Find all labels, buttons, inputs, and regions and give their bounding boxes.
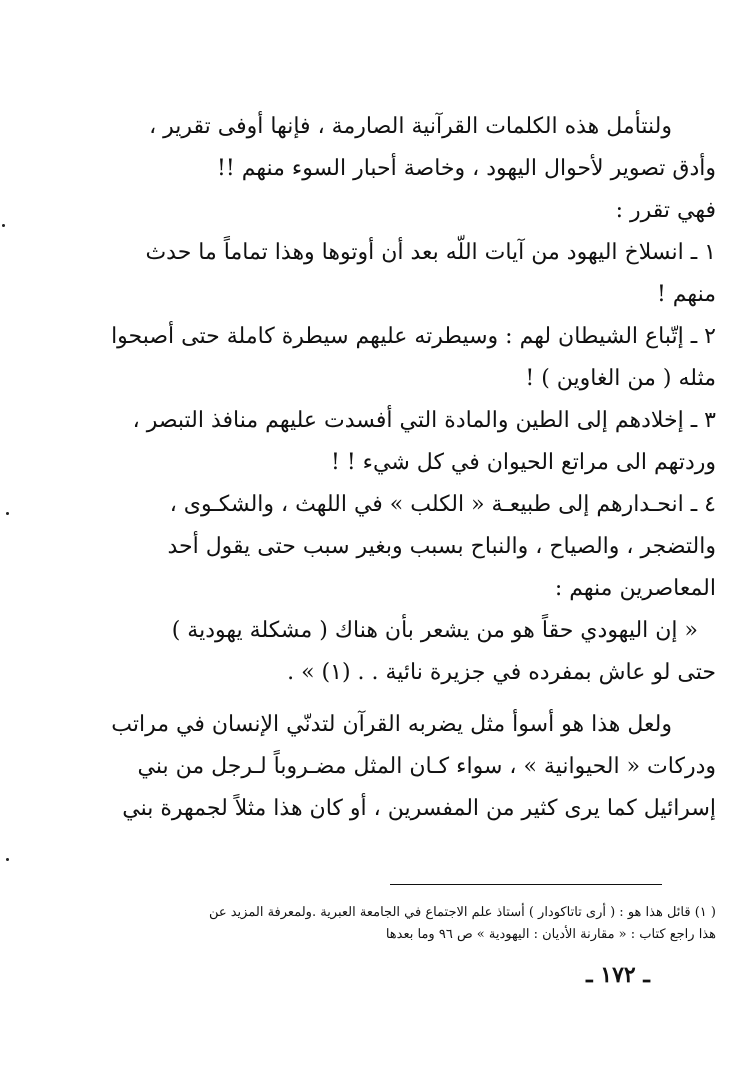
paragraph-line: ودركات « الحيوانية » ، سواء كـان المثل مضـروباً لـرجل من بني: [137, 754, 716, 779]
text-line: وردتهم الى مراتع الحيوان في كل شيء ! !: [331, 450, 716, 475]
page-number: ـ ١٧٢ ـ: [586, 962, 650, 988]
text-line: وأدق تصوير لأحوال اليهود ، وخاصة أحبار السوء منهم !!: [217, 156, 716, 181]
footnote-line: ( ١) قائل هذا هو : ( أرى تاتاكودار ) أستاذ علم الاجتماع في الجامعة العبرية .ولمعرفة المزيد عن: [208, 905, 716, 920]
footnotes: [84, 902, 716, 946]
list-item-4: ٤ ـ انحـدارهم إلى طبيعـة « الكلب » في اللهث ، والشكـوى ،: [169, 492, 716, 517]
text-line: منهم !: [656, 282, 716, 307]
margin-mark: [6, 512, 9, 515]
text-line: فهي تقرر :: [615, 198, 716, 223]
list-item-2: ٢ ـ إتّباع الشيطان لهم : وسيطرته عليهم سيطرة كاملة حتى أصبحوا: [111, 324, 716, 349]
list-item-3: ٣ ـ إخلادهم إلى الطين والمادة التي أفسدت عليهم منافذ التبصر ،: [132, 408, 716, 433]
footnote-divider: [390, 884, 662, 885]
main-text: [104, 106, 716, 830]
margin-mark: [2, 224, 5, 227]
margin-mark: [6, 858, 9, 861]
footnote-line: هذا راجع كتاب : « مقارنة الأديان : اليهودية » ص ٩٦ وما بعدها: [385, 927, 716, 942]
text-line: مثله ( من الغاوين ) !: [525, 366, 716, 391]
text-line: والتضجر ، والصياح ، والنباح بسبب وبغير سبب حتى يقول أحد: [167, 534, 716, 559]
paragraph-line: إسرائيل كما يرى كثير من المفسرين ، أو كان هذا مثلاً لجمهرة بني: [122, 796, 716, 821]
paragraph-line: ولعل هذا هو أسوأ مثل يضربه القرآن لتدنّي الإنسان في مراتب: [111, 712, 672, 737]
text-line: المعاصرين منهم :: [554, 576, 716, 601]
quote-line: حتى لو عاش بمفرده في جزيرة نائية . . (١) » .: [287, 660, 716, 685]
text-line: ولنتأمل هذه الكلمات القرآنية الصارمة ، فإنها أوفى تقرير ،: [149, 114, 672, 139]
list-item-1: ١ ـ انسلاخ اليهود من آيات اللّه بعد أن أوتوها وهذا تماماً ما حدث: [145, 240, 716, 265]
quote-line: « إن اليهودي حقاً هو من يشعر بأن هناك ( مشكلة يهودية ): [171, 618, 698, 643]
